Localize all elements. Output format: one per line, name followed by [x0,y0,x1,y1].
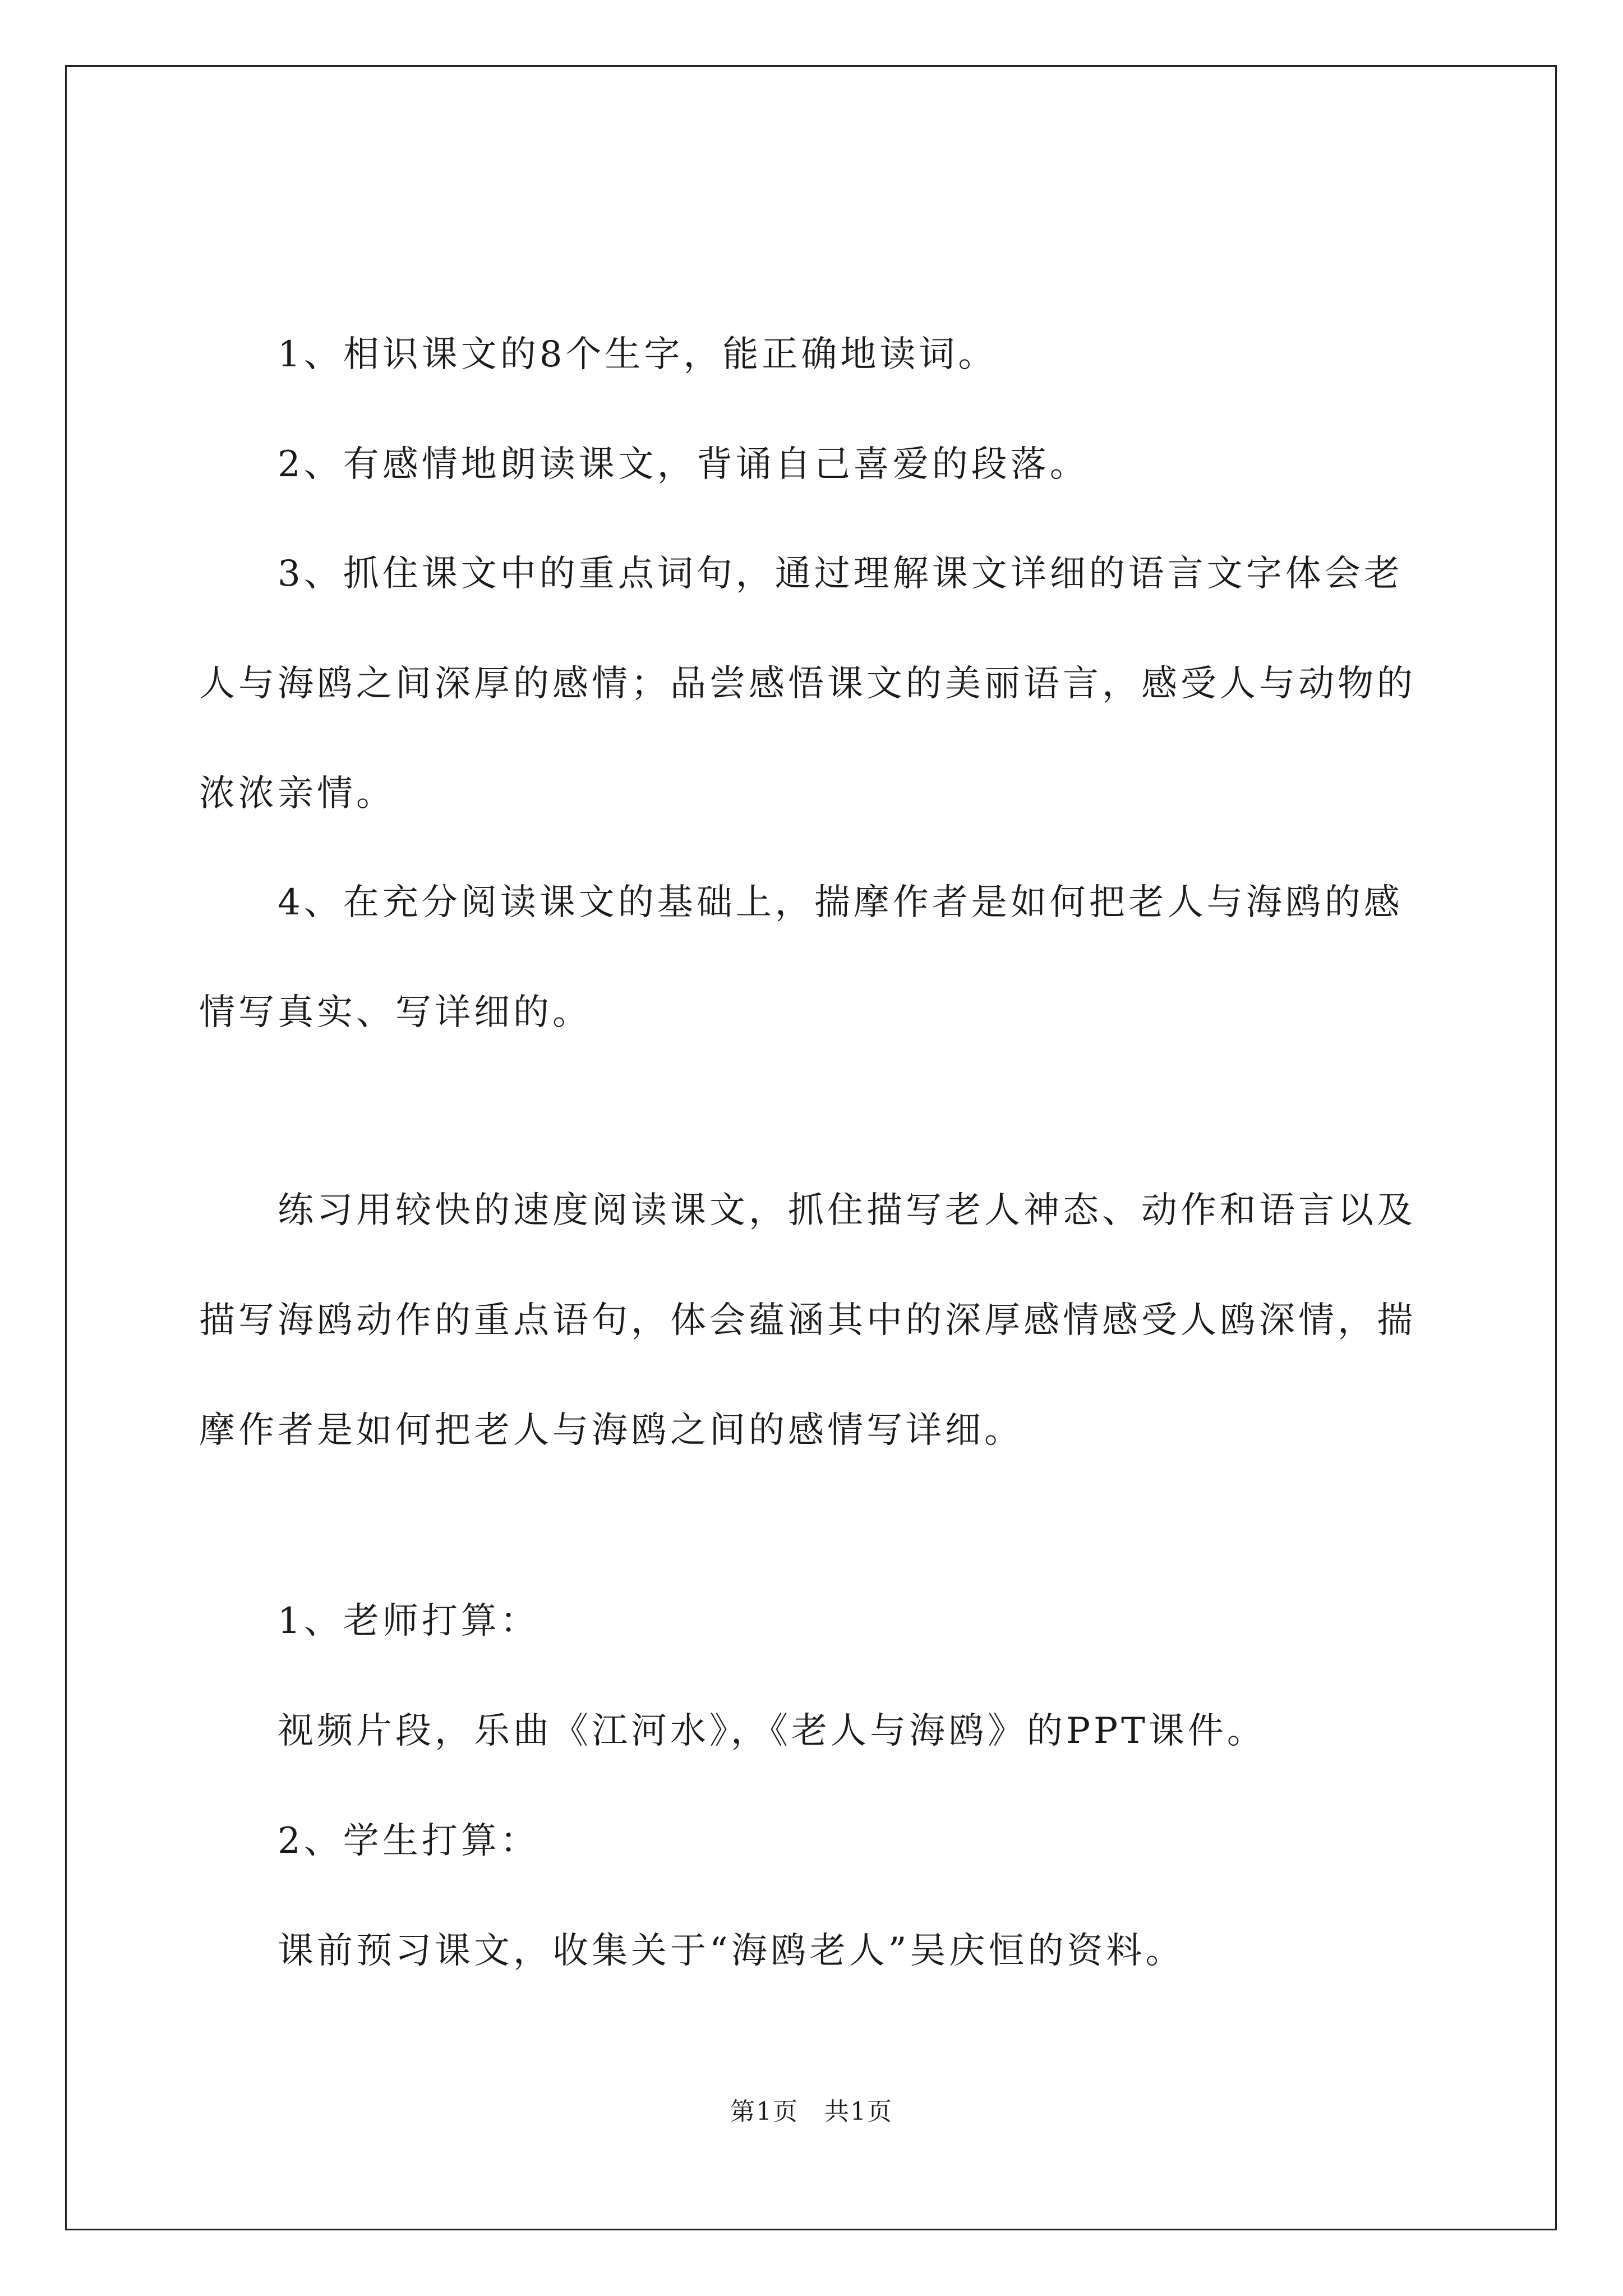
teacher-prep-heading: 1、老师打算： [278,1600,540,1642]
student-prep-text: 课前预习课文，收集关于“海鸥老人”吴庆恒的资料。 [278,1930,1185,1972]
teaching-focus: 练习用较快的速度阅读课文，抓住描写老人神态、动作和语言以及描写海鸥动作的重点语句，体会蕴涵其中的深厚感情感受人鸥深情，揣摩作者是如何把老人与海鸥之间的感情写详细。 [199,1190,1416,1451]
goal-4: 4、在充分阅读课文的基础上，揣摩作者是如何把老人与海鸥的感情写真实、写详细的。 [199,882,1403,1033]
goal-3: 3、抓住课文中的重点词句，通过理解课文详细的语言文字体会老人与海鸥之间深厚的感情；品尝感悟课文的美丽语言，感受人与动物的浓浓亲情。 [199,553,1416,815]
page-number: 第1页 共1页 [730,2097,893,2126]
goal-1: 1、相识课文的8个生字，能正确地读词。 [278,334,998,375]
goal-2: 2、有感情地朗读课文，背诵自己喜爱的段落。 [278,444,1089,485]
teacher-prep-text: 视频片段，乐曲《江河水》，《老人与海鸥》的PPT课件。 [278,1710,1266,1752]
page-border [65,65,1557,2230]
student-prep-heading: 2、学生打算： [278,1820,540,1862]
